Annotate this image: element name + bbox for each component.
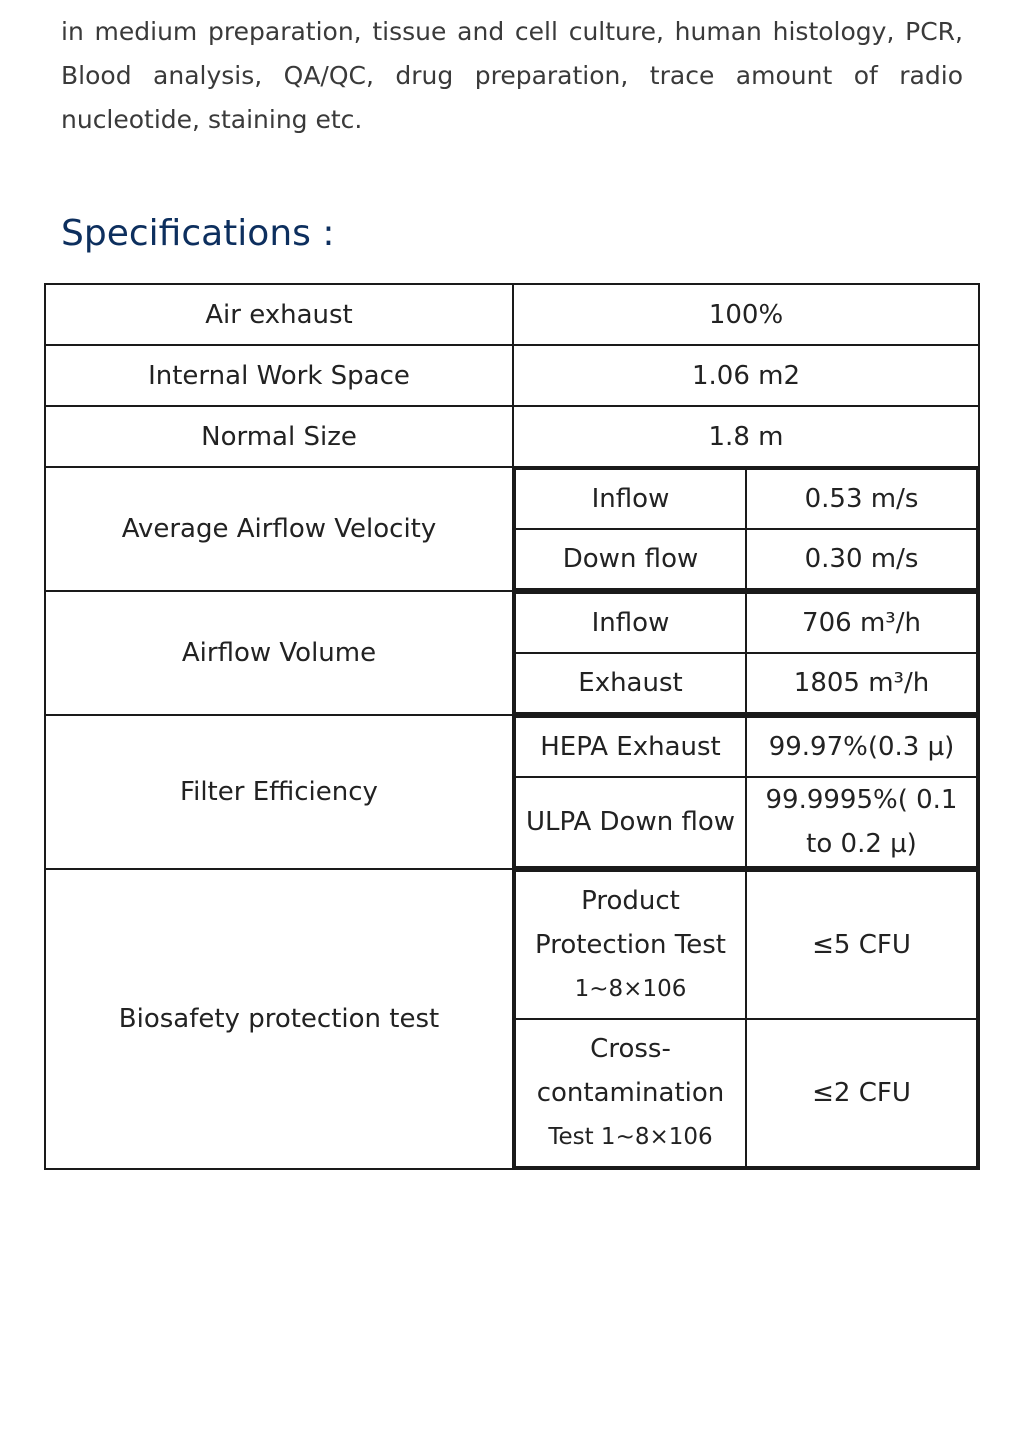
sub-value: 1805 m³/h	[746, 653, 977, 713]
spec-subtable-cell	[513, 869, 979, 1169]
sub-label: HEPA Exhaust	[515, 717, 746, 777]
sub-label: Exhaust	[515, 653, 746, 713]
sub-value: ≤5 CFU	[746, 871, 977, 1019]
intro-line-3: nucleotide, staining etc.	[61, 105, 363, 134]
spec-label: Airflow Volume	[45, 591, 513, 715]
spec-value: 1.8 m	[513, 406, 979, 467]
spec-row-air-exhaust	[45, 284, 979, 345]
spec-subtable-cell	[513, 715, 979, 869]
sub-value: 0.30 m/s	[746, 529, 977, 589]
sub-value: ≤2 CFU	[746, 1019, 977, 1167]
spec-label: Internal Work Space	[45, 345, 513, 406]
sub-value: 99.9995%( 0.1 to 0.2 µ)	[746, 777, 977, 867]
biosafety-subtable	[514, 870, 978, 1168]
spec-row-work-space	[45, 345, 979, 406]
sub-label	[515, 1019, 746, 1167]
sub-label: ULPA Down flow	[515, 777, 746, 867]
sub-label: Inflow	[515, 469, 746, 529]
spec-row-volume	[45, 591, 979, 715]
sub-label-main: Cross-contamination	[536, 1034, 725, 1108]
filter-subtable	[514, 716, 978, 868]
spec-row-velocity	[45, 467, 979, 591]
spec-label: Biosafety protection test	[45, 869, 513, 1169]
volume-subtable	[514, 592, 978, 714]
velocity-subtable	[514, 468, 978, 590]
spec-label: Filter Efficiency	[45, 715, 513, 869]
spec-value: 1.06 m2	[513, 345, 979, 406]
sub-label-note: Test 1~8×106	[548, 1124, 713, 1150]
sub-value: 0.53 m/s	[746, 469, 977, 529]
spec-subtable-cell	[513, 467, 979, 591]
specifications-heading: Specifications :	[61, 213, 335, 254]
sub-label: Down flow	[515, 529, 746, 589]
sub-value: 706 m³/h	[746, 593, 977, 653]
intro-line-1: in medium preparation, tissue and cell culture, human histology, PCR,	[61, 17, 963, 46]
spec-row-filter	[45, 715, 979, 869]
specifications-table	[44, 283, 980, 1170]
sub-value: 99.97%(0.3 µ)	[746, 717, 977, 777]
sub-label	[515, 871, 746, 1019]
spec-subtable-cell	[513, 591, 979, 715]
spec-label: Average Airflow Velocity	[45, 467, 513, 591]
spec-label: Normal Size	[45, 406, 513, 467]
intro-line-2: Blood analysis, QA/QC, drug preparation, trace amount of radio	[61, 61, 963, 90]
spec-label: Air exhaust	[45, 284, 513, 345]
sub-label: Inflow	[515, 593, 746, 653]
spec-row-biosafety	[45, 869, 979, 1169]
sub-label-main: Product Protection Test	[534, 886, 726, 960]
intro-paragraph	[61, 10, 963, 142]
spec-row-normal-size	[45, 406, 979, 467]
sub-label-note: 1~8×106	[574, 976, 687, 1002]
spec-value: 100%	[513, 284, 979, 345]
